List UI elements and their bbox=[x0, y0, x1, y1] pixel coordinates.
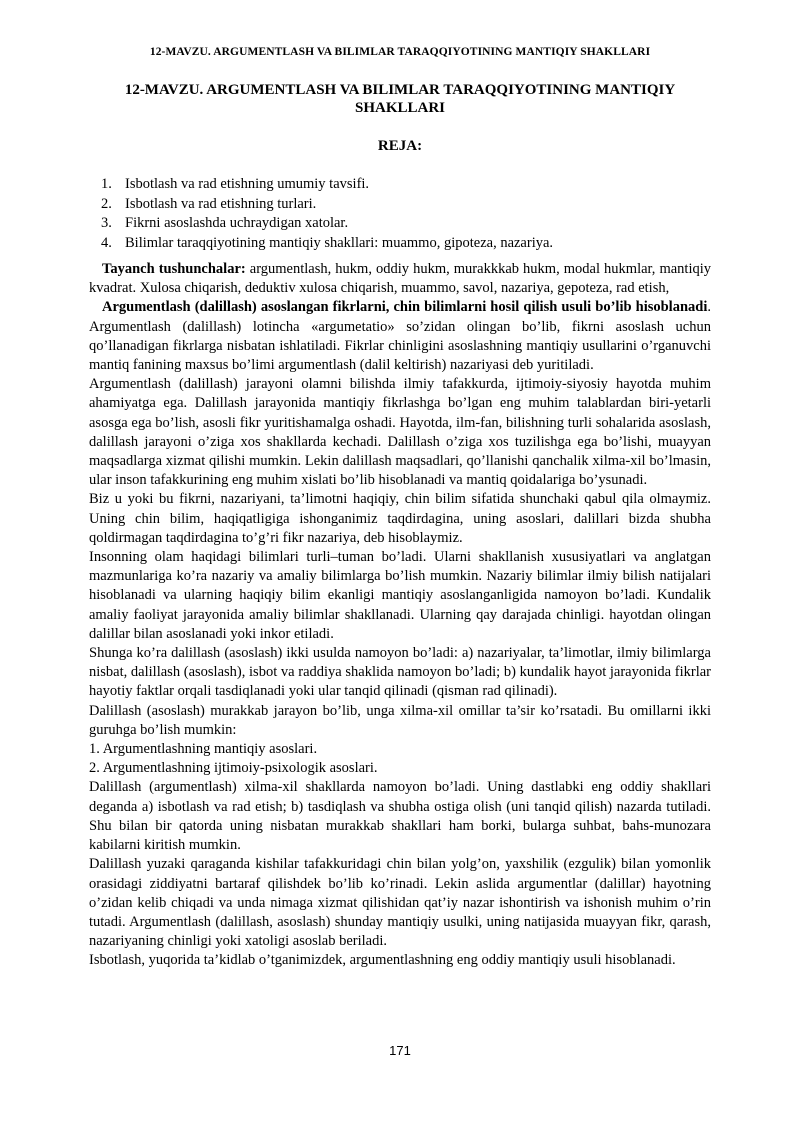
plan-item-number: 1. bbox=[101, 176, 112, 192]
plan-item-text: Fikrni asoslashda uchraydigan xatolar. bbox=[125, 215, 349, 232]
plan-item bbox=[0, 175, 700, 195]
plan-item bbox=[0, 234, 700, 254]
plan-item-number: 3. bbox=[101, 215, 112, 232]
page-number: 171 bbox=[389, 1043, 411, 1058]
definition-bold: Argumentlash (dalillash) asoslangan fikrlarni, chin bilimlarni hosil qilish usuli bo’lib hisoblanadi bbox=[102, 299, 708, 316]
plan-item-text: Isbotlash va rad etishning turlari. bbox=[125, 195, 317, 212]
paragraph: Dalillash (argumentlash) xilma-xil shakllarda namoyon bo’ladi. Uning dastlabki eng oddiy shakllari deganda a) isbotlash va rad etish; b) tasdiqlash va shubha ostiga olish (uni tanqid qilish) nazarda tutiladi. Shu bilan bir qatorda uning nisbatan murakkab shakllari ham borki, bularga suhbat, bahs-munozara kabilarni kiritish mumkin. bbox=[89, 779, 711, 854]
plan-item-number: 4. bbox=[101, 234, 112, 251]
plan-heading: REJA: bbox=[377, 138, 423, 154]
paragraph: Dalillash (asoslash) murakkab jarayon bo’lib, unga xilma-xil omillar ta’sir ko’rsatadi. Bu omillarni ikki guruhga bo’lish mumkin: bbox=[89, 702, 711, 738]
list-line: 1. Argumentlashning mantiqiy asoslari. bbox=[89, 741, 318, 758]
running-header: 12-MAVZU. ARGUMENTLASH VA BILIMLAR TARAQQIYOTINING MANTIQIY SHAKLLARI bbox=[149, 46, 651, 58]
key-concepts-text: argumentlash, hukm, oddiy hukm, murakkkab hukm, modal hukmlar, mantiqiy kvadrat. Xulosa chiqarish, deduktiv xulosa chiqarish, muammo, savol, nazariya, gepoteza, rad etish, bbox=[89, 261, 711, 297]
paragraph: Insonning olam haqidagi bilimlari turli–tuman bo’ladi. Ularni shakllanish xususiyatlari va anglatgan mazmunlariga ko’ra nazariy va amaliy bilimlarga bo’lish mumkin. Nazariy bilimlar ilmiy bilish natijalari hisoblanadi va ularning haqiqiy bilim ekanligi mantiqiy asoslanganligida namoyon bo’ladi. Kundalik amaliy faoliyat jarayonida amaliy bilimlar shakllanadi. Ularning qay darajada chinligi. hayotdan olingan dalillar bilan asoslanadi yoki inkor etiladi. bbox=[89, 549, 711, 642]
list-line: 2. Argumentlashning ijtimoiy-psixologik asoslari. bbox=[89, 760, 378, 777]
plan-list bbox=[0, 175, 700, 253]
body-text bbox=[89, 260, 711, 971]
plan-item bbox=[0, 195, 700, 215]
chapter-title: 12-MAVZU. ARGUMENTLASH VA BILIMLAR TARAQQIYOTINING MANTIQIY SHAKLLARI bbox=[124, 82, 676, 116]
key-concepts-label: Tayanch tushunchalar: bbox=[102, 261, 246, 277]
paragraph: Isbotlash, yuqorida ta’kidlab o’tganimizdek, argumentlashning eng oddiy mantiqiy usuli hisoblanadi. bbox=[89, 952, 676, 969]
paragraph: Shunga ko’ra dalillash (asoslash) ikki usulda namoyon bo’ladi: a) nazariyalar, ta’limotlar, ilmiy bilimlarga nisbat, dalillash (asoslash), isbot va raddiya shaklida namoyon bo’ladi; b) kundalik hayot jarayonida fikrlar hayotiy faktlar orqali tasdiqlanadi yoki ular tanqid qilinadi (qisman rad qilinadi). bbox=[89, 645, 711, 700]
plan-item bbox=[0, 214, 700, 234]
paragraph: Dalillash yuzaki qaraganda kishilar tafakkuridagi chin bilan yolg’on, yaxshilik (ezgulik) bilan yomonlik orasidagi ziddiyatni bartaraf qilishdek bo’lib ko’rinadi. Lekin aslida argumentlar (dalillar) hayotning o’zidan kelib chiqadi va unda nimaga xizmat qilishidan qat’iy nazar ishontirish va ishonish muhim o’rin tutadi. Argumentlash (dalillash, asoslash) shunday mantiqiy usulki, uning natijasida muayyan fikr, qarash, nazariyaning chinligi yoki xatoligi asoslab beriladi. bbox=[89, 856, 711, 950]
definition-paragraph bbox=[89, 298, 711, 375]
key-concepts-paragraph bbox=[89, 260, 711, 298]
paragraph: Biz u yoki bu fikrni, nazariyani, ta’limotni haqiqiy, chin bilim sifatida shunchaki qabul qila olmaymiz. Uning chin bilim, haqiqatligiga ishonganimiz taqdirdagina, uning asoslari, dalillari bizda shubha qoldirmagan taqdirdagina to’g’ri fikr nazariya, deb hisoblaymiz. bbox=[89, 491, 711, 546]
paragraph: Argumentlash (dalillash) jarayoni olamni bilishda ilmiy tafakkurda, ijtimoiy-siyosiy hayotda muhim ahamiyatga ega. Dalillash jarayonida mantiqiy fikrlashga bo’lgan eng muhim talablardan biri-yetarli asosga ega bo’lish, asosli fikr yuritishamalga oshadi. Hayotda, ilm-fan, bilishning turli sohalarida asoslash, dalillash jarayoni o’ziga xos shakllarda kechadi. Dalillash o’ziga xos tuzilishga ega bo’lishi, muayyan maqsadlarga xizmat qilishi mumkin. Lekin dalillash maqsadlari, qo’llanishi qanchalik xilma-xil bo’lmasin, ular inson tafakkurining eng muhim xislati bo’lib hisoblanadi va mantiq qoidalariga bo’ysunadi. bbox=[89, 376, 711, 489]
plan-item-text: Bilimlar taraqqiyotining mantiqiy shakllari: muammo, gipoteza, nazariya. bbox=[125, 234, 554, 251]
plan-item-number: 2. bbox=[101, 195, 112, 212]
definition-text: . Argumentlash (dalillash) lotincha «argumetatio» so’zidan olingan bo’lib, fikrni asoslash uchun qo’llanadigan fikrlarga nisbatan ishlatiladi. Fikrlar chinligini asoslashning mantiqiy usullarini o’rganuvchi mantiq fanining maxsus bo’limi argumentlash (dalil keltirish) nazariyasi deb yuritiladi. bbox=[89, 299, 711, 374]
plan-item-text: Isbotlash va rad etishning umumiy tavsifi. bbox=[125, 176, 370, 192]
